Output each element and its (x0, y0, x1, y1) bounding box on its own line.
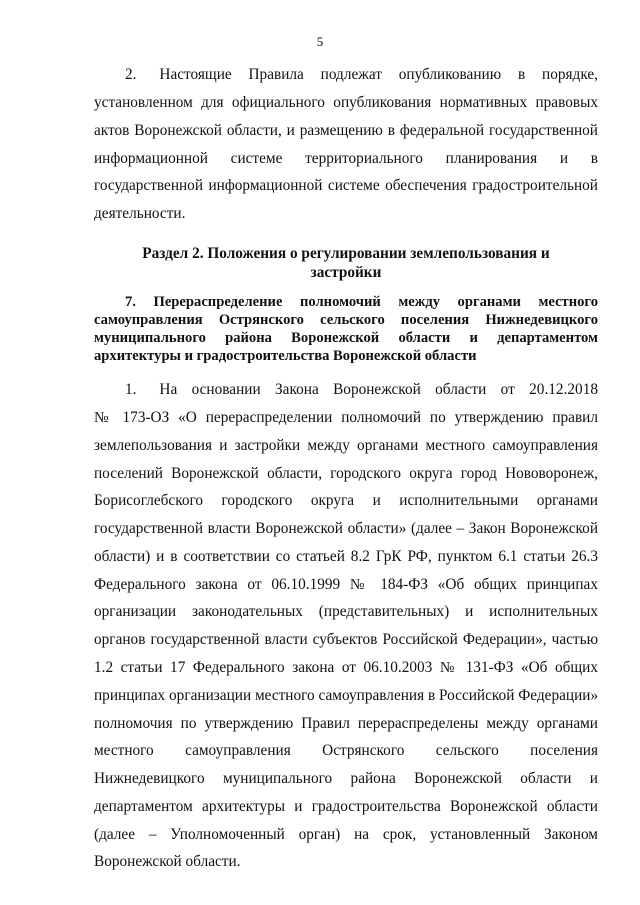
page-number: 5 (316, 34, 324, 49)
para1-line: области) и в соответствии со статьей 8.2 ГрК РФ, пунктом 6.1 статьи 26.3 (94, 548, 598, 565)
para2-line: 2. Настоящие Правила подлежат опубликованию в порядке, (125, 66, 598, 83)
para2-line: государственной информационной системе обеспечения градостроительной (94, 177, 598, 194)
para1-line: землепользования и застройки между органами местного самоуправления (94, 437, 598, 454)
para1-line: принципах организации местного самоуправления в Российской Федерации» (94, 687, 599, 704)
article-title-line: самоуправления Острянского сельского поселения Нижнедевицкого (94, 312, 598, 328)
para1-line: Воронежской области. (94, 853, 241, 870)
para1-line: Борисоглебского городского округа и исполнительными органами (94, 492, 598, 509)
para1-line: местного самоуправления Острянского сельского поселения (94, 742, 598, 759)
para2-line: установленном для официального опубликования нормативных правовых (94, 94, 598, 111)
para2-line: информационной системе территориального планирования и в (94, 150, 598, 167)
section-title-line: застройки (310, 264, 382, 281)
para1-line: департаментом архитектуры и градостроительства Воронежской области (94, 798, 598, 815)
para1-line: Федерального закона от 06.10.1999 № 184-ФЗ «Об общих принципах (94, 576, 598, 593)
para1-line: Нижнедевицкого муниципального района Воронежской области и (94, 770, 598, 787)
article-title-line: 7. Перераспределение полномочий между органами местного (125, 294, 598, 310)
para2-line: деятельности. (94, 205, 186, 222)
para1-line: 1. На основании Закона Воронежской области от 20.12.2018 (125, 381, 598, 398)
article-title-line: муниципального района Воронежской области и департаментом (94, 330, 598, 346)
para1-line: государственной власти Воронежской области» (далее – Закон Воронежской (94, 520, 598, 537)
article-title-line: архитектуры и градостроительства Воронежской области (94, 348, 477, 364)
para1-line: (далее – Уполномоченный орган) на срок, установленный Законом (94, 826, 598, 843)
para1-line: № 173-ОЗ «О перераспределении полномочий по утверждению правил (94, 409, 598, 426)
section-title-line: Раздел 2. Положения о регулировании землепользования и (142, 245, 550, 262)
para2-line: актов Воронежской области, и размещению в федеральной государственной (94, 122, 598, 139)
para1-line: поселений Воронежской области, городского округа город Нововоронеж, (94, 465, 598, 482)
para1-line: 1.2 статьи 17 Федерального закона от 06.10.2003 № 131-ФЗ «Об общих (94, 659, 598, 676)
para1-line: организации законодательных (представительных) и исполнительных (94, 603, 598, 620)
para1-line: органов государственной власти субъектов Российской Федерации», частью (94, 631, 598, 648)
para1-line: полномочия по утверждению Правил перераспределены между органами (94, 715, 598, 732)
